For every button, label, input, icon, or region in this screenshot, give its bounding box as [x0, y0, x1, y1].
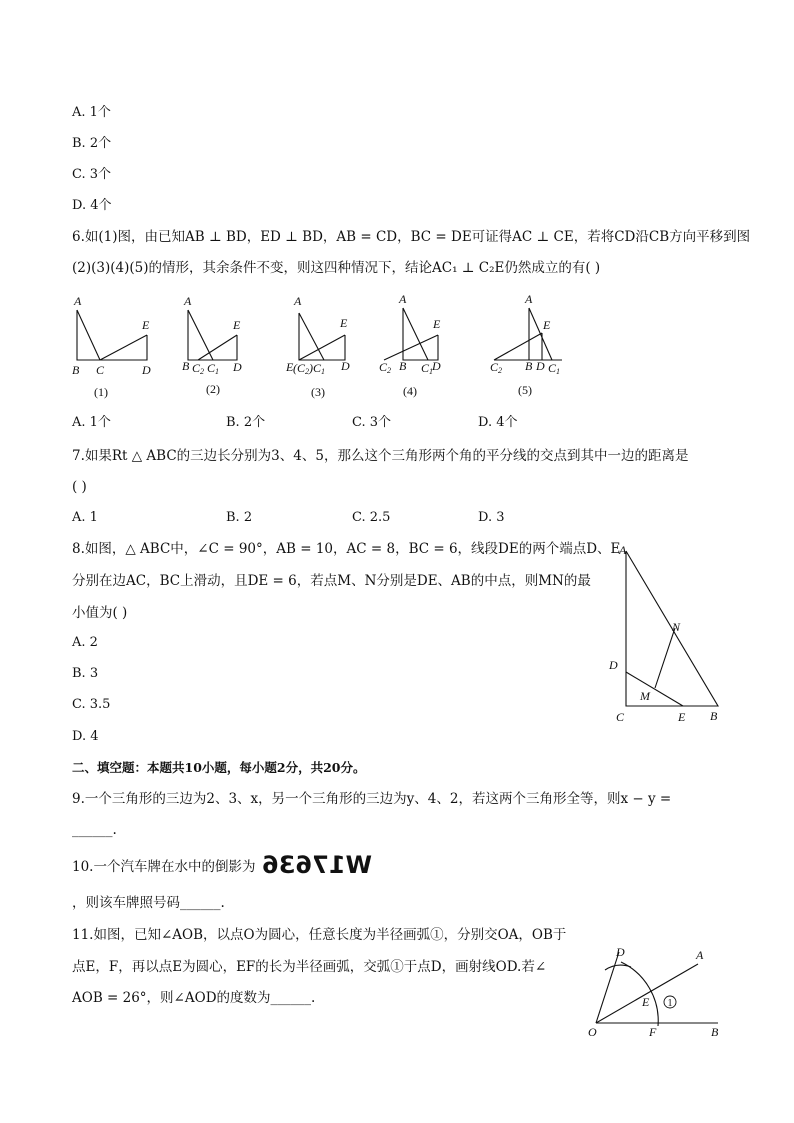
- svg-text:N: N: [672, 620, 681, 634]
- q8-text-line2: 分别在边AC，BC上滑动，且DE = 6，若点M、N分别是DE、AB的中点，则MN的最: [72, 573, 591, 589]
- svg-text:B: B: [710, 709, 718, 723]
- svg-text:B: B: [399, 359, 407, 373]
- q8-figure: [605, 538, 735, 728]
- svg-text:C2: C2: [490, 360, 503, 375]
- section-2-heading: 二、填空题：本题共10小题，每小题2分，共20分。: [72, 760, 366, 775]
- svg-text:D: D: [341, 359, 350, 373]
- svg-text:E: E: [433, 317, 441, 331]
- svg-text:A: A: [294, 294, 302, 308]
- q7-option-a: A. 1: [72, 510, 98, 525]
- svg-text:B: B: [72, 363, 80, 377]
- q7-text-line2: ( ): [72, 479, 87, 495]
- q6-figures: [66, 290, 586, 405]
- q5-option-c: C. 3个: [72, 167, 112, 182]
- svg-text:A: A: [74, 294, 82, 308]
- svg-text:C2: C2: [379, 360, 392, 375]
- q10-text-line2: ，则该车牌照号码______.: [72, 895, 225, 911]
- q11-text-line2: 点E，F，再以点E为圆心，EF的长为半径画弧，交弧①于点D，画射线OD.若∠: [72, 959, 547, 975]
- svg-text:E: E: [642, 995, 650, 1009]
- svg-text:E: E: [142, 318, 150, 332]
- fig4-caption: (4): [403, 384, 417, 398]
- q7-text-line1: 7.如果Rt △ ABC的三边长分别为3、4、5，那么这个三角形两个角的平分线的交点到其中一边的距离是: [72, 448, 689, 464]
- svg-text:D: D: [432, 359, 441, 373]
- fig5-caption: (5): [518, 383, 532, 397]
- q6-option-c: C. 3个: [352, 415, 392, 430]
- mirrored-license-plate: W17636: [262, 851, 372, 879]
- svg-text:E: E: [543, 318, 551, 332]
- svg-text:E: E: [233, 318, 241, 332]
- fig3-caption: (3): [311, 385, 325, 399]
- svg-text:E: E: [286, 360, 294, 374]
- q5-option-b: B. 2个: [72, 136, 112, 151]
- svg-text:A: A: [619, 543, 627, 557]
- svg-text:C: C: [96, 363, 105, 377]
- svg-text:A: A: [184, 294, 192, 308]
- svg-text:A: A: [525, 292, 533, 306]
- svg-text:D: D: [609, 658, 618, 672]
- q5-option-a: A. 1个: [72, 105, 111, 120]
- svg-text:1: 1: [667, 998, 673, 1009]
- svg-text:D: D: [616, 945, 625, 959]
- svg-text:C1: C1: [421, 361, 434, 376]
- svg-text:C1: C1: [207, 361, 220, 376]
- q9-text-line1: 9.一个三角形的三边为2、3、x，另一个三角形的三边为y、4、2，若这两个三角形全等，则x − y =: [72, 791, 672, 807]
- q10-text-line1: 10.一个汽车牌在水中的倒影为: [72, 859, 256, 875]
- svg-text:C1: C1: [548, 361, 561, 376]
- svg-text:B: B: [711, 1025, 719, 1039]
- svg-text:E: E: [340, 316, 348, 330]
- fig2-caption: (2): [206, 382, 220, 396]
- q11-figure: [583, 940, 733, 1045]
- q7-option-b: B. 2: [226, 510, 253, 525]
- svg-text:M: M: [640, 689, 650, 703]
- q6-option-a: A. 1个: [72, 415, 111, 430]
- svg-text:E: E: [678, 710, 686, 724]
- svg-text:A: A: [399, 292, 407, 306]
- q9-text-line2: ______.: [72, 822, 117, 838]
- q7-option-d: D. 3: [478, 510, 505, 525]
- q11-text-line3: AOB = 26°，则∠AOD的度数为______.: [72, 990, 316, 1006]
- fig1-caption: (1): [94, 385, 108, 399]
- q8-text-line3: 小值为( ): [72, 605, 128, 621]
- svg-text:B: B: [525, 359, 533, 373]
- svg-text:C: C: [616, 710, 625, 724]
- q5-option-d: D. 4个: [72, 198, 112, 213]
- q8-option-c: C. 3.5: [72, 697, 111, 712]
- svg-text:C2: C2: [192, 361, 205, 376]
- q6-text-line1: 6.如(1)图，由已知AB ⊥ BD，ED ⊥ BD，AB = CD，BC = DE可证得AC ⊥ CE，若将CD沿CB方向平移到图: [72, 229, 751, 245]
- q8-text-line1: 8.如图，△ ABC中，∠C = 90°，AB = 10，AC = 8，BC = 6，线段DE的两个端点D、E: [72, 541, 621, 557]
- svg-text:D: D: [536, 359, 545, 373]
- svg-text:D: D: [233, 360, 242, 374]
- svg-text:D: D: [142, 363, 151, 377]
- q8-option-d: D. 4: [72, 729, 99, 744]
- q6-option-b: B. 2个: [226, 415, 266, 430]
- svg-text:F: F: [649, 1025, 657, 1039]
- q6-text-line2: (2)(3)(4)(5)的情形，其余条件不变，则这四种情况下，结论AC₁ ⊥ C₂E仍然成立的有( ): [72, 260, 601, 276]
- q7-option-c: C. 2.5: [352, 510, 391, 525]
- svg-text:(C2)C1: (C2)C1: [293, 361, 325, 376]
- q8-option-b: B. 3: [72, 666, 99, 681]
- q6-option-d: D. 4个: [478, 415, 518, 430]
- svg-text:O: O: [588, 1025, 597, 1039]
- svg-text:B: B: [182, 359, 190, 373]
- q11-text-line1: 11.如图，已知∠AOB，以点O为圆心，任意长度为半径画弧①，分别交OA，OB于: [72, 927, 567, 943]
- q8-option-a: A. 2: [72, 635, 98, 650]
- svg-text:A: A: [696, 948, 704, 962]
